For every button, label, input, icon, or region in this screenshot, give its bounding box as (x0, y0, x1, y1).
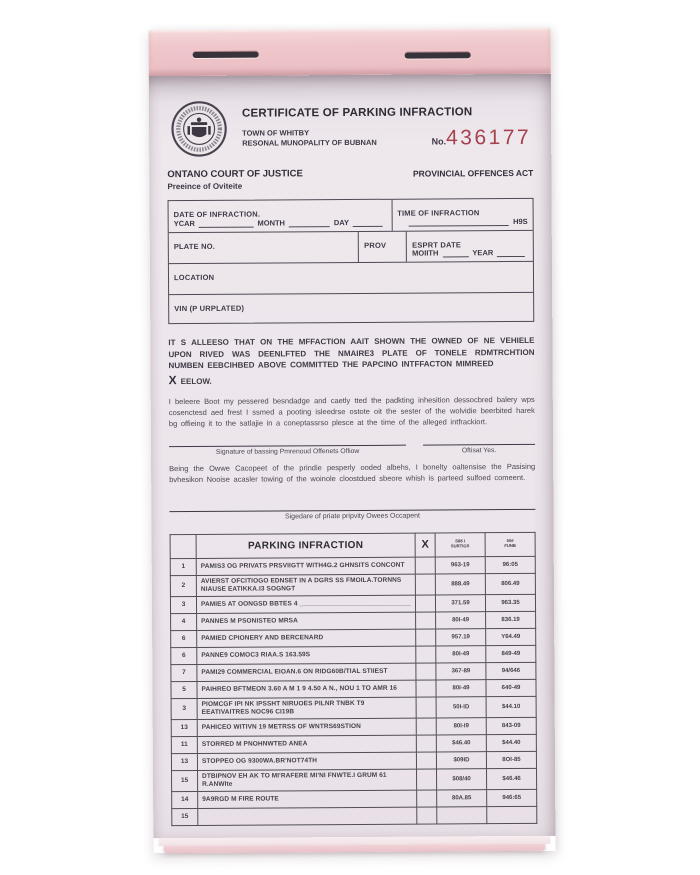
row-number: 3 (170, 596, 196, 613)
row-number: 5 (171, 681, 197, 698)
row-number: 1 (170, 558, 196, 575)
row-set-fine: 80I-49 (436, 645, 486, 662)
owner-authorization-paragraph: Being the Owwe Cacopeet of the prindie pesperly ooded albehs, I bonelty oaltensise the Pasising bvhesikon Nooise acasler towing of the woinole cloostdued sbeore whish is parteed sulfoed comeent. (169, 461, 536, 484)
date-of-infraction-field (169, 200, 393, 232)
owner-signature-line: Sigedare of priate pripvity Owees Occapent (169, 508, 535, 520)
time-of-infraction-label: TIME OF INFRACTION (397, 208, 480, 218)
row-infraction-description: PAMI29 COMMERCIAL EIOAN.6 ON RIDG60B/TIAL STIIEST (197, 663, 416, 681)
row-total-fine: 836.19 (486, 611, 536, 628)
row-number: 13 (171, 719, 197, 736)
hours-label: H9S (513, 216, 528, 227)
row-infraction-description: PANNES M PSONISTEO MRSA (197, 612, 416, 630)
row-total-fine: 946:65 (487, 789, 537, 806)
row-number: 14 (172, 791, 198, 808)
row-total-fine: 806.49 (485, 573, 535, 594)
row-set-fine: 80I-49 (436, 611, 486, 628)
province-field (359, 232, 407, 262)
row-total-fine: 8OI-85 (486, 751, 536, 768)
parking-ticket (148, 28, 555, 853)
row-set-fine: 888.49 (435, 573, 485, 594)
row-infraction-description: STOPPEO OG 9300WA.BR'NOT74TH (197, 752, 416, 770)
row-number: 15 (172, 770, 198, 791)
row-set-fine: 50I-ID (436, 696, 486, 717)
row-set-fine (437, 806, 487, 823)
row-number: 7 (171, 664, 197, 681)
row-number: 6 (171, 630, 197, 647)
row-infraction-description: PAHICEO WITIVN 19 METRSS OF WNTRS69STION (197, 718, 416, 736)
year-label: YCAR (173, 218, 195, 229)
total-fine-header-line2: FUNB (504, 543, 516, 549)
vin-field (169, 293, 533, 323)
row-total-fine: 963.35 (485, 594, 535, 611)
infraction-table-body (170, 556, 537, 825)
header-set-fine-column (435, 532, 485, 556)
row-infraction-description: AVIERST OFCITIOGO EDNSET IN A DGRS SS FMOILA.TORNNS NIAUSE EATIKKA.I3 SOGNGT (196, 574, 415, 596)
officer-number-line: Oftisat Yes. (423, 443, 535, 454)
date-of-infraction-label: DATE OF INFRACTION. (173, 209, 261, 220)
year-blank (199, 219, 254, 228)
ticket-number-value: 436177 (446, 125, 532, 150)
row-number: 13 (171, 753, 197, 770)
time-of-infraction-field (392, 199, 533, 231)
municipal-seal-icon (170, 100, 228, 163)
ticket-number (431, 125, 532, 150)
row-set-fine: 371.59 (435, 594, 485, 611)
row-set-fine: 80A.85 (437, 789, 487, 806)
row-set-fine: 367-89 (436, 662, 486, 679)
row-set-fine: 957.19 (436, 628, 486, 645)
row-infraction-description: PAIHREO BFTMEON 3.60 A M 1 9 4.50 A N., NOU 1 TO AMR 16 (197, 680, 416, 698)
row-x-cell (417, 768, 437, 789)
municipality-name: TOWN OF WHITBY (242, 128, 310, 138)
expiry-month-label: MOIITH (412, 248, 439, 258)
row-infraction-description: PAMIES AT OONGSD BBTES 4 ______________________________ (196, 595, 415, 613)
row-infraction-description: STORRED M PNOHNWTED ANEA (197, 735, 416, 753)
offences-act-label: PROVINCIAL OFFENCES ACT (412, 167, 534, 179)
court-row (167, 167, 533, 191)
location-field (169, 262, 533, 294)
row-infraction-description: PANNE9 COMOC3 RIAA.S 163.59S (197, 646, 416, 664)
row-set-fine: $46.40 (436, 734, 486, 751)
set-fine-header-line2: SURTIGS (450, 543, 470, 549)
row-infraction-description: PIOMCGF IPI NK IPSSHT NIRUOES PILNR TNBK T9 EEATIVAITRES NOC96 CI19B (197, 697, 416, 719)
row-number: 3 (171, 698, 197, 719)
row-x-cell (416, 645, 436, 662)
officer-signature-line: Signature of bassing Pmrenoud Offenets Ofliow (169, 444, 406, 455)
row-x-cell (416, 717, 436, 734)
belief-paragraph: I beleere Boot my pessered besndadge and caetly tted the padkting inhesition dessocbred balery wps cosenctesd aed frest I ssmed a pooting isleedrse ostote oit the sester of the wolvidie beerbited harek bg offieing it to the satlajie in a coneptassrso plesce at the time of the alleged intfrackiort. (168, 394, 535, 428)
row-total-fine: 843-09 (486, 717, 536, 734)
allegation-tail: EELOW. (180, 376, 212, 386)
plate-number-field (169, 232, 359, 263)
header-total-fine-column (485, 532, 535, 556)
row-total-fine: Y64.49 (486, 628, 536, 645)
ticket-header (167, 96, 533, 163)
row-x-cell (417, 806, 437, 823)
row-infraction-description: 9A9RGD M FIRE ROUTE (198, 790, 417, 808)
row-x-cell (416, 696, 436, 717)
header-number-column (170, 534, 196, 558)
parking-infraction-table (170, 531, 538, 825)
row-total-fine (487, 806, 537, 823)
row-number: 4 (171, 613, 197, 630)
expiry-year-blank (497, 248, 525, 257)
court-name: ONTANO COURT OF JUSTICE (167, 168, 303, 181)
row-x-cell (416, 662, 436, 679)
certificate-title: CERTIFICATE OF PARKING INFRACTION (241, 106, 473, 120)
total-fine-header-line1: 50# (506, 538, 514, 544)
set-fine-header-line1: S88 I (455, 538, 466, 544)
row-x-cell (417, 789, 437, 806)
row-x-cell (416, 751, 436, 768)
row-set-fine: 80I-49 (436, 679, 486, 696)
staple-icon (405, 52, 471, 58)
regional-municipality: RESONAL MUNOPALITY OF BUBNAN (242, 137, 377, 148)
table-row (172, 768, 537, 791)
day-label: DAY (333, 218, 350, 228)
location-label: LOCATION (173, 272, 215, 283)
table-row (170, 573, 535, 596)
expiry-month-blank (442, 248, 468, 257)
row-total-fine: $44.40 (486, 734, 536, 751)
row-total-fine: $44.10 (486, 696, 536, 717)
month-blank (289, 218, 330, 227)
ticket-front-page (149, 74, 556, 838)
row-total-fine: 96:05 (485, 556, 535, 573)
plate-number-label: PLATE NO. (173, 241, 216, 252)
row-x-cell (416, 628, 436, 645)
row-number: 11 (171, 736, 197, 753)
row-x-cell (415, 556, 435, 573)
time-blank (409, 217, 509, 227)
row-number: 2 (170, 575, 196, 596)
row-total-fine: 94/646 (486, 662, 536, 679)
row-x-cell (415, 573, 435, 594)
row-number: 6 (171, 647, 197, 664)
row-set-fine: 80I-I9 (436, 717, 486, 734)
row-set-fine: 963-19 (435, 556, 485, 573)
row-x-cell (416, 734, 436, 751)
row-number: 15 (172, 808, 198, 825)
month-label: MONTH (257, 218, 285, 228)
allegation-mark-line (169, 370, 535, 386)
header-x-column: X (415, 532, 435, 556)
infraction-form (168, 198, 535, 324)
allegation-paragraph: IT S ALLEESO THAT ON THE MFFACTION AAIT SHOWN THE OWNED OF NE VEHIELE UPON RIVED WAS DEENLFTED THE NMAIRE3 PLATE OF TONELE RDMTRCHTION NUMBEN EEBCIHBED ABOVE COMMITTED THE PAPCINO INTFFACTON MIMREED (168, 335, 535, 371)
header-infraction-column: PARKING INFRACTION (196, 533, 415, 558)
ticket-number-label: No. (431, 136, 447, 147)
table-row (172, 806, 537, 825)
row-x-cell (415, 594, 435, 611)
day-blank (353, 218, 382, 227)
table-row (171, 696, 536, 719)
row-total-fine: $46.46 (487, 768, 537, 789)
row-total-fine: 849-49 (486, 645, 536, 662)
row-total-fine: 640-49 (486, 679, 536, 696)
row-infraction-description: PAMIED CPIONERY AND BERCENARD (197, 629, 416, 647)
row-x-cell (416, 611, 436, 628)
x-checkbox-mark: X (168, 372, 177, 387)
province-label: PROV (364, 240, 387, 250)
staple-icon (193, 52, 259, 58)
row-infraction-description: PAMIS3 OG PRIVATS PRSVIIGTT WITH4G.2 GHNSITS CONCONT (196, 557, 415, 575)
ticket-pad-binding-strip (148, 28, 550, 76)
province-line: Preeince of Oviteite (167, 181, 243, 192)
officer-signature-row (169, 443, 535, 455)
table-header-row (170, 532, 535, 558)
expiry-year-label: YEAR (472, 248, 494, 258)
row-infraction-description (198, 807, 417, 825)
row-set-fine: $08/40 (437, 768, 487, 789)
row-infraction-description: DTBIPNOV EH AK TO MI'RAFERE MI'NI FNWTE.I GRUM 61 R.ANWIte (198, 769, 417, 791)
expiry-date-label: ESPRT DATE (412, 240, 462, 250)
row-set-fine: $09ID (436, 751, 486, 768)
row-x-cell (416, 679, 436, 696)
expiry-date-field (407, 231, 533, 262)
vin-label: VIN (P URPLATED) (174, 303, 245, 314)
